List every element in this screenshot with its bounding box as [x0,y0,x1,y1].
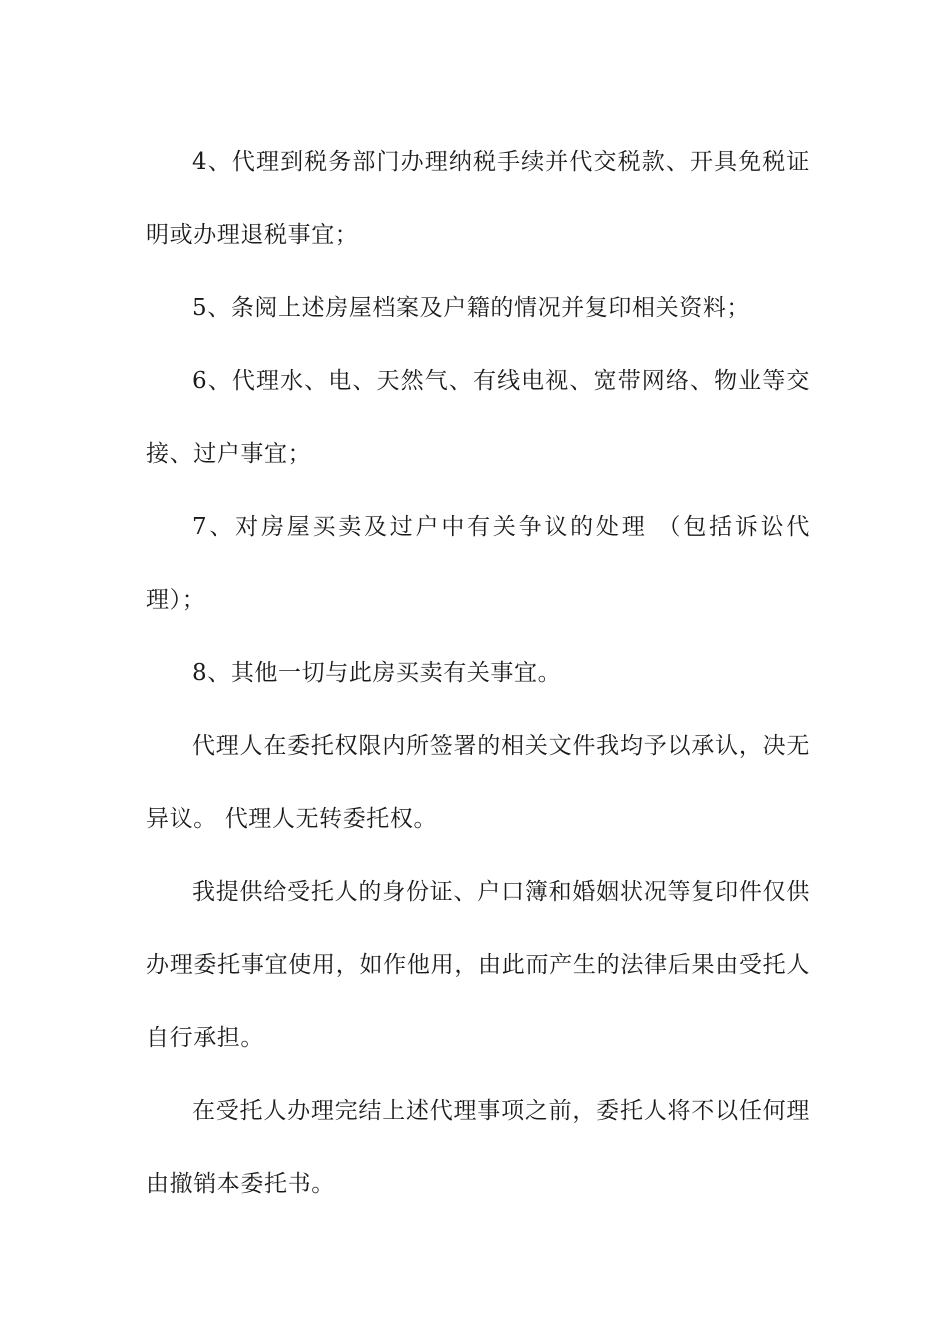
paragraph-item-6: 6、代理水、电、天然气、有线电视、宽带网络、物业等交接、过户事宜； [146,368,810,467]
paragraph-copies-usage: 我提供给受托人的身份证、户口簿和婚姻状况等复印件仅供办理委托事宜使用，如作他用，由此而产生的法律后果由受托人自行承担。 [146,879,810,1051]
paragraph-authority-acknowledgement: 代理人在委托权限内所签署的相关文件我均予以承认，决无异议。 代理人无转委托权。 [146,733,810,832]
document-body [146,126,810,1221]
paragraph-item-7: 7、对房屋买卖及过户中有关争议的处理 （包括诉讼代理）； [146,514,810,613]
paragraph-item-4: 4、代理到税务部门办理纳税手续并代交税款、开具免税证明或办理退税事宜； [146,149,810,248]
paragraph-item-8: 8、其他一切与此房买卖有关事宜。 [192,660,562,686]
paragraph-non-revocation: 在受托人办理完结上述代理事项之前，委托人将不以任何理由撤销本委托书。 [146,1098,810,1197]
paragraph-item-5: 5、条阅上述房屋档案及户籍的情况并复印相关资料； [192,295,751,321]
